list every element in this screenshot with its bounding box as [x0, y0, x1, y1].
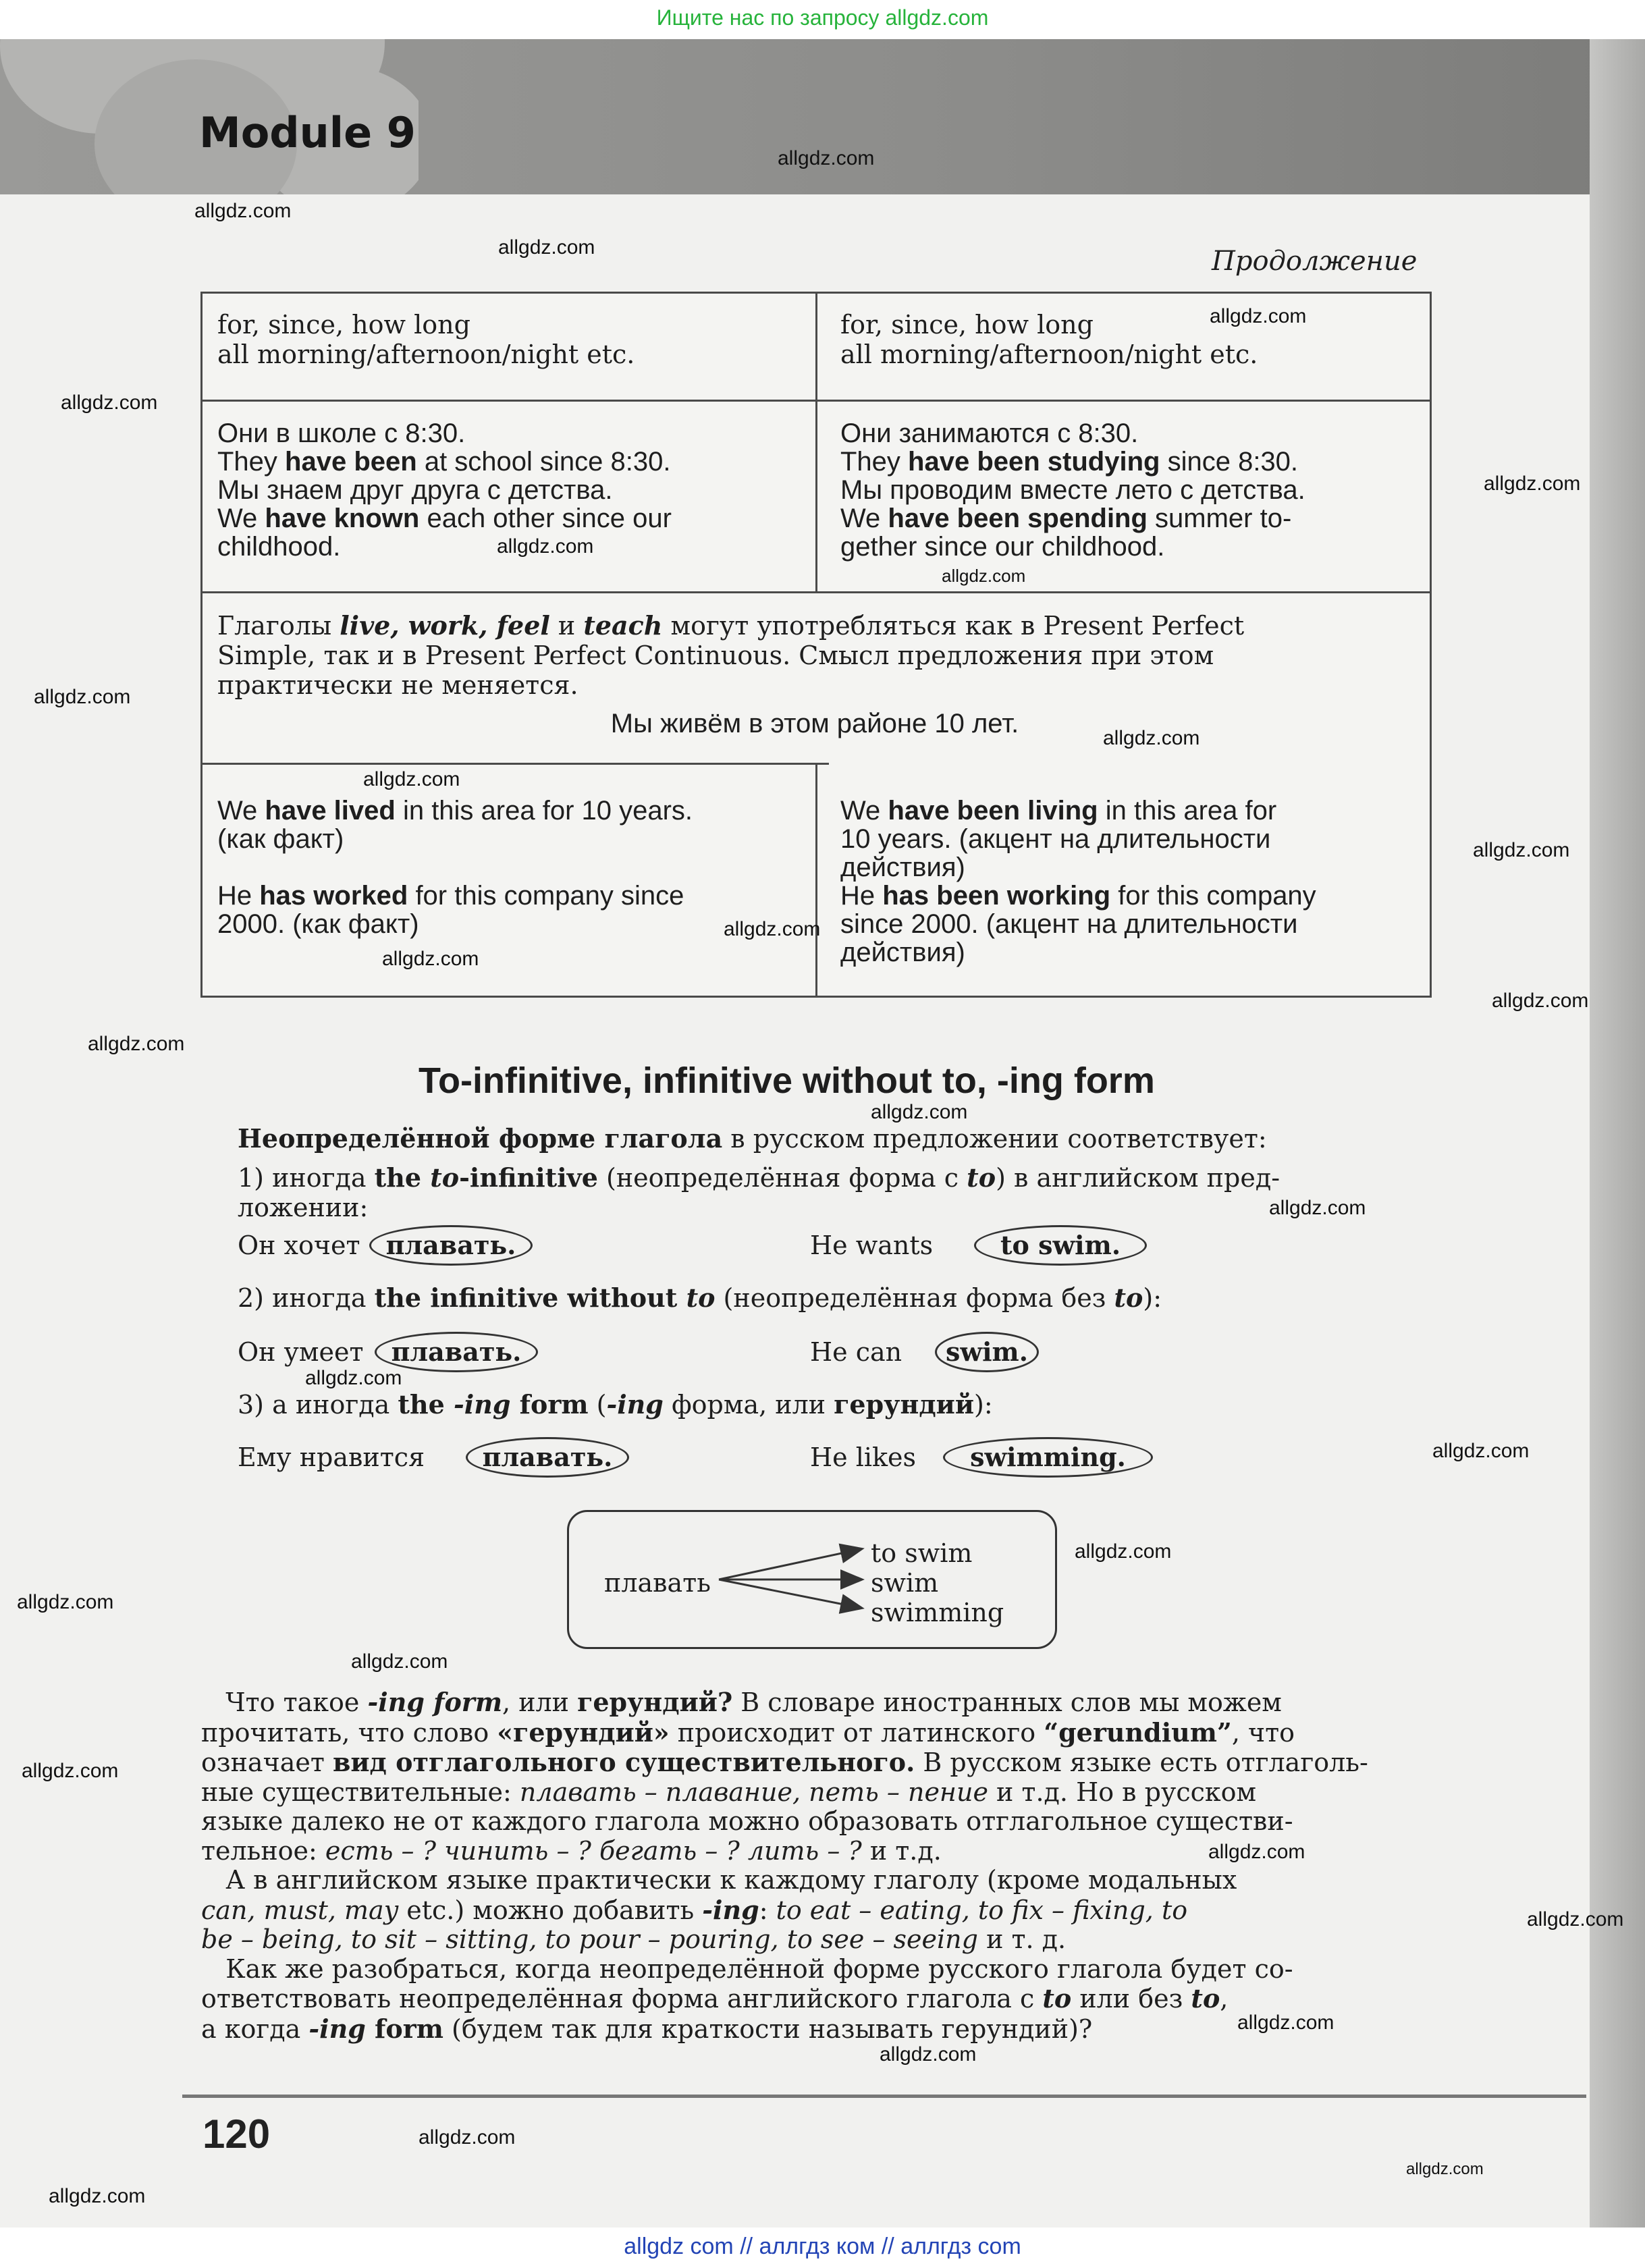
body-text — [201, 1688, 1430, 2044]
example-3-ru-oval: плавать. — [466, 1437, 629, 1478]
italic-term: to — [430, 1162, 460, 1193]
bold-term: the — [398, 1389, 454, 1420]
table-cell-r1-right — [840, 310, 1258, 369]
diagram-targets — [871, 1538, 1004, 1627]
text-run: 3) а иногда — [238, 1390, 398, 1420]
example-3-ru: Ему нравится — [238, 1442, 425, 1472]
text-run: и т. д. — [977, 1924, 1067, 1954]
italic-term: be – being, to sit – sitting, to pour – pouring, to see – seeing — [201, 1924, 978, 1954]
arrow-to-swim — [719, 1549, 861, 1580]
table-divider — [815, 763, 817, 996]
watermark: allgdz.com — [1473, 839, 1570, 861]
italic-term: -ing — [606, 1389, 664, 1420]
text-run: прочитать, что слово — [201, 1717, 497, 1748]
cell-line — [217, 796, 693, 825]
text-run: ( — [588, 1390, 607, 1420]
text-run: for this company since — [408, 881, 684, 911]
text-run: ные существительные: — [201, 1777, 520, 1807]
bold-term: Неопределённой форме глагола — [238, 1123, 723, 1154]
text-run: each other since our — [419, 504, 672, 533]
bold-term: «герундий» — [497, 1717, 670, 1748]
example-1-ru-oval: плавать. — [369, 1225, 533, 1266]
rule-3 — [238, 1389, 993, 1420]
table-cell-r2-right — [840, 419, 1305, 561]
section-heading: To-infinitive, infinitive without to, -ing form — [419, 1060, 1155, 1101]
italic-verbs: teach — [583, 610, 663, 641]
arrow-swimming — [719, 1580, 861, 1608]
table-divider — [203, 591, 1430, 593]
watermark: allgdz.com — [17, 1591, 114, 1613]
bold-term: the infinitive without — [374, 1282, 686, 1313]
text-run: и т.д. Но в русском — [988, 1777, 1257, 1807]
diagram-arrows — [716, 1532, 871, 1620]
watermark: allgdz.com — [1406, 2160, 1484, 2178]
example-1-ru: Он хочет — [238, 1231, 360, 1260]
diagram-target: to swim — [871, 1538, 973, 1568]
text-run: могут употребляться как в Present Perfect — [662, 611, 1245, 641]
cell-line: (как факт) — [217, 824, 344, 854]
watermark: allgdz.com — [363, 768, 460, 790]
rule-1 — [238, 1162, 1280, 1193]
text-run: We — [840, 504, 888, 533]
bold-verb: has been working — [882, 881, 1111, 911]
text-run: We — [840, 796, 888, 826]
cell-line — [217, 448, 672, 476]
example-3-en: He likes — [810, 1442, 917, 1472]
cell-line: Мы живём в этом районе 10 лет. — [610, 709, 1019, 738]
cell-line: Они занимаются с 8:30. — [840, 418, 1139, 448]
watermark: allgdz.com — [1210, 305, 1307, 327]
text-run: тельное: — [201, 1835, 325, 1866]
continuation-label: Продолжение — [1212, 246, 1418, 277]
bold-term: герундий — [834, 1389, 975, 1420]
text-run: at school since 8:30. — [416, 447, 671, 477]
watermark: allgdz.com — [1492, 990, 1589, 1012]
text-run: in this area for 10 years. — [395, 796, 693, 826]
bold-term: герундий? — [577, 1687, 733, 1717]
example-2-ru: Он умеет — [238, 1337, 364, 1367]
cell-line: Simple, так и в Present Perfect Continuous. Смысл предложения при этом — [217, 641, 1214, 670]
text-run: ): — [974, 1390, 993, 1420]
text-run: , или — [502, 1688, 578, 1717]
bold-term: -infinitive — [459, 1162, 598, 1193]
cell-line: all morning/afternoon/night etc. — [217, 340, 635, 369]
text-run: А в английском языке практически к каждому глаголу (кроме модальных — [225, 1865, 1237, 1895]
text-run: и — [549, 611, 584, 641]
bold-verb: have known — [265, 504, 420, 533]
text-run: форма, или — [663, 1390, 834, 1420]
text-run: в русском предложении соответствует: — [722, 1124, 1267, 1154]
footer-rule — [182, 2095, 1586, 2098]
watermark: allgdz.com — [382, 948, 479, 970]
body-line — [201, 1748, 1430, 1778]
tense-table — [200, 292, 1432, 998]
cell-line — [840, 882, 1316, 910]
top-banner[interactable] — [0, 0, 1645, 39]
text-run: 1) иногда — [238, 1163, 375, 1193]
italic-term: плавать – плавание, петь – пение — [519, 1777, 988, 1807]
text-run: Глаголы — [217, 611, 340, 641]
text-run: ): — [1143, 1283, 1162, 1313]
bold-verb: have been studying — [908, 447, 1160, 477]
text-run: В словаре иностранных слов мы можем — [732, 1688, 1282, 1717]
text-run: или без — [1071, 1984, 1191, 2014]
text-run: (будем так для краткости называть герундий)? — [443, 2014, 1093, 2044]
watermark: allgdz.com — [498, 236, 595, 259]
module-title: Module 9 — [199, 108, 416, 157]
text-run: и т.д. — [861, 1835, 942, 1866]
text-run: They — [217, 447, 286, 477]
page-number: 120 — [203, 2111, 271, 2157]
cell-line: for, since, how long — [217, 310, 470, 340]
body-line — [201, 1718, 1430, 1748]
bottom-banner-text[interactable]: allgdz com // аллгдз ком // аллгдз com — [624, 2234, 1021, 2259]
italic-verbs: live, work, feel — [340, 610, 550, 641]
body-line — [201, 1895, 1430, 1926]
cell-line: gether since our childhood. — [840, 532, 1165, 562]
bold-term: form — [510, 1389, 589, 1420]
watermark: allgdz.com — [49, 2185, 146, 2207]
watermark: allgdz.com — [1103, 727, 1200, 749]
text-run: Что такое — [225, 1688, 368, 1717]
text-run: He — [217, 881, 260, 911]
watermark: allgdz.com — [1484, 473, 1581, 495]
italic-term: to — [1042, 1983, 1072, 2014]
watermark: allgdz.com — [1527, 1908, 1624, 1931]
text-run: ответствовать неопределённая форма английского глагола с — [201, 1984, 1043, 2014]
bold-verb: has worked — [259, 881, 408, 911]
watermark: allgdz.com — [724, 918, 821, 940]
watermark: allgdz.com — [1075, 1540, 1172, 1563]
example-3-en-oval: swimming. — [943, 1437, 1153, 1478]
cell-line: for, since, how long — [840, 310, 1094, 340]
body-line — [201, 1688, 1430, 1718]
body-line — [201, 1925, 1430, 1955]
bold-verb: have lived — [265, 796, 396, 826]
example-2-en-oval: swim. — [935, 1332, 1039, 1372]
body-line — [201, 1778, 1430, 1808]
example-2-en: He can — [810, 1337, 902, 1367]
text-run: in this area for — [1098, 796, 1277, 826]
text-run: В русском языке есть отглаголь- — [915, 1748, 1368, 1777]
watermark: allgdz.com — [351, 1650, 448, 1673]
bottom-banner[interactable] — [0, 2228, 1645, 2268]
diagram-target: swim — [871, 1568, 939, 1598]
bold-verb: have been living — [888, 796, 1098, 826]
cell-line: практически не меняется. — [217, 670, 578, 700]
cell-line: действия) — [840, 853, 965, 882]
body-line — [201, 1866, 1430, 1895]
italic-term: есть – ? чинить – ? бегать – ? лить – ? — [325, 1835, 862, 1866]
cell-line: действия) — [840, 938, 965, 967]
body-line: языке далеко не от каждого глагола можно образовать отглагольное существи- — [201, 1806, 1293, 1836]
bold-verb: have been — [285, 447, 417, 477]
text-run: He — [840, 881, 883, 911]
italic-term: to eat – eating, to fix – fixing, to — [776, 1895, 1188, 1925]
text-run: (неопределённая форма без — [715, 1283, 1114, 1313]
intro-line — [238, 1123, 1267, 1154]
rule-2 — [238, 1282, 1162, 1314]
cell-line: all morning/afternoon/night etc. — [840, 340, 1258, 369]
watermark: allgdz.com — [305, 1367, 402, 1389]
italic-term: can, must, may — [201, 1895, 399, 1925]
page-fold-shadow — [1590, 39, 1645, 2228]
italic-term: to — [686, 1282, 716, 1313]
bold-term: form — [365, 2013, 443, 2044]
watermark: allgdz.com — [880, 2043, 977, 2066]
example-1-en: He wants — [810, 1231, 934, 1260]
text-run: etc.) можно добавить — [398, 1895, 703, 1925]
text-run: We — [217, 796, 265, 826]
watermark: allgdz.com — [778, 147, 875, 169]
cell-line: Мы знаем друг друга с детства. — [217, 475, 613, 505]
rule-1-cont: ложении: — [238, 1193, 369, 1222]
watermark: allgdz.com — [942, 566, 1026, 586]
italic-term: to — [967, 1162, 996, 1193]
bold-verb: have been spending — [888, 504, 1148, 533]
italic-term: to — [1114, 1282, 1143, 1313]
cell-line: childhood. — [217, 532, 341, 562]
watermark: allgdz.com — [22, 1760, 119, 1782]
watermark: allgdz.com — [419, 2126, 516, 2149]
text-run: for this company — [1110, 881, 1316, 911]
watermark: allgdz.com — [194, 200, 292, 222]
text-run: означает — [201, 1748, 333, 1777]
text-run: summer to- — [1147, 504, 1292, 533]
italic-term: to — [1191, 1983, 1220, 2014]
table-cell-r4-left — [217, 796, 693, 938]
cell-line: Они в школе с 8:30. — [217, 418, 466, 448]
watermark: allgdz.com — [34, 686, 131, 708]
diagram-source: плавать — [604, 1568, 711, 1598]
text-run: since 8:30. — [1160, 447, 1299, 477]
table-cell-r3 — [217, 611, 1412, 738]
bold-term: вид отглагольного существительного. — [332, 1747, 915, 1777]
italic-term: -ing — [308, 2013, 366, 2044]
example-1-en-oval: to swim. — [974, 1225, 1147, 1266]
text-run: а когда — [201, 2014, 309, 2044]
cell-line: 10 years. (акцент на длительности — [840, 824, 1271, 854]
example-2-ru-oval: плавать. — [375, 1332, 538, 1372]
text-run: Как же разобраться, когда неопределённой форме русского глагола будет со- — [225, 1953, 1293, 1984]
watermark: allgdz.com — [1208, 1841, 1305, 1863]
watermark: allgdz.com — [1237, 2012, 1334, 2034]
text-run: ) в английском пред- — [996, 1163, 1280, 1193]
text-run: , что — [1231, 1717, 1295, 1748]
text-run: (неопределённая форма с — [597, 1163, 967, 1193]
cell-line — [840, 504, 1305, 533]
italic-term: -ing — [702, 1894, 759, 1925]
top-banner-text[interactable]: Ищите нас по запросу allgdz.com — [656, 5, 989, 30]
text-run: 2) иногда — [238, 1283, 375, 1313]
cell-line — [217, 882, 693, 910]
text-run: происходит от латинского — [669, 1717, 1044, 1748]
table-cell-r2-left — [217, 419, 672, 561]
watermark: allgdz.com — [1269, 1197, 1366, 1219]
body-line — [201, 1984, 1430, 2014]
diagram-target: swimming — [871, 1598, 1004, 1627]
cell-line — [840, 448, 1305, 476]
watermark: allgdz.com — [61, 392, 158, 414]
cell-line — [840, 796, 1316, 825]
bold-term: the — [374, 1162, 431, 1193]
watermark: allgdz.com — [871, 1101, 968, 1123]
italic-term: -ing — [453, 1389, 511, 1420]
table-divider — [203, 763, 829, 765]
text-run: They — [840, 447, 909, 477]
cell-line: 2000. (как факт) — [217, 909, 419, 939]
body-line — [201, 1955, 1430, 1985]
cell-line: since 2000. (акцент на длительности — [840, 909, 1298, 939]
watermark: allgdz.com — [497, 535, 594, 558]
bold-term: “gerundium” — [1044, 1717, 1232, 1748]
cell-line — [217, 611, 1412, 641]
watermark: allgdz.com — [88, 1033, 185, 1055]
watermark: allgdz.com — [1432, 1440, 1530, 1462]
text-run: , — [1220, 1984, 1229, 2014]
text-run: : — [759, 1895, 776, 1925]
table-cell-r4-right — [840, 796, 1316, 967]
italic-term: -ing form — [367, 1687, 503, 1717]
cell-line: Мы проводим вместе лето с детства. — [840, 475, 1305, 505]
table-divider — [815, 294, 817, 591]
cell-line — [217, 504, 672, 533]
table-cell-r1-left — [217, 310, 635, 369]
text-run: We — [217, 504, 265, 533]
